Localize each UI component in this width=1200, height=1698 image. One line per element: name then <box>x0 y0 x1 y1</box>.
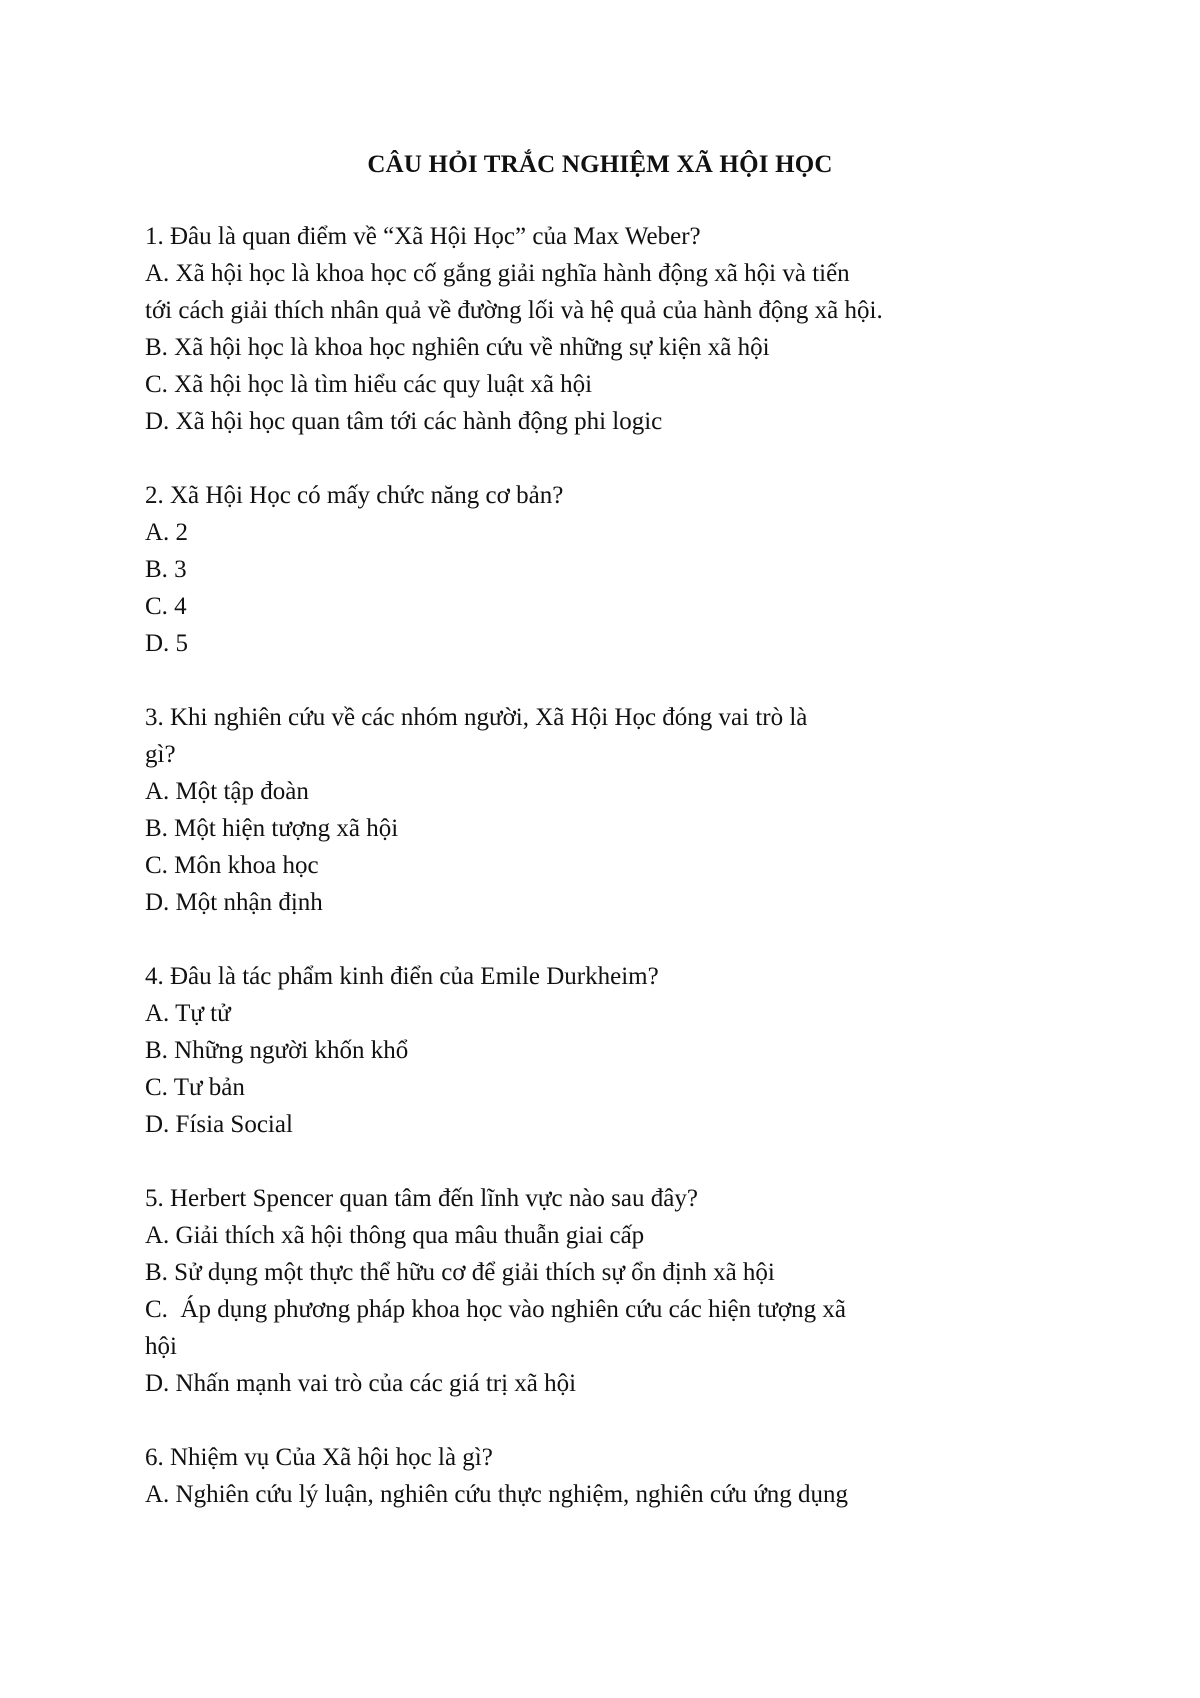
answer-option-c: C. 4 <box>145 593 187 620</box>
question-text: 5. Herbert Spencer quan tâm đến lĩnh vực nào sau đây? <box>145 1185 698 1212</box>
question-2 <box>145 477 1045 662</box>
answer-option-d: D. Nhấn mạnh vai trò của các giá trị xã hội <box>145 1370 577 1397</box>
answer-option-c-continued: hội <box>145 1333 177 1360</box>
answer-option-d: D. Xã hội học quan tâm tới các hành động phi logic <box>145 408 663 435</box>
answer-option-b: B. Sử dụng một thực thể hữu cơ để giải thích sự ổn định xã hội <box>145 1259 775 1286</box>
question-3 <box>145 699 1045 921</box>
answer-option-a: A. Một tập đoàn <box>145 778 309 805</box>
question-list <box>145 218 1045 1550</box>
answer-option-b: B. Những người khốn khổ <box>145 1037 409 1064</box>
answer-option-a: A. 2 <box>145 519 189 546</box>
answer-option-a: A. Giải thích xã hội thông qua mâu thuẫn giai cấp <box>145 1222 645 1249</box>
question-text: 3. Khi nghiên cứu về các nhóm người, Xã Hội Học đóng vai trò là <box>145 704 808 731</box>
answer-option-b: B. Xã hội học là khoa học nghiên cứu về những sự kiện xã hội <box>145 334 770 361</box>
answer-option-a: A. Xã hội học là khoa học cố gắng giải nghĩa hành động xã hội và tiến <box>145 260 850 287</box>
answer-option-b: B. 3 <box>145 556 187 583</box>
question-6 <box>145 1439 1045 1513</box>
answer-option-a-continued: tới cách giải thích nhân quả về đường lối và hệ quả của hành động xã hội. <box>145 297 883 324</box>
question-text: 2. Xã Hội Học có mấy chức năng cơ bản? <box>145 482 564 509</box>
answer-option-c: C. Tư bản <box>145 1074 245 1101</box>
answer-option-d: D. 5 <box>145 630 189 657</box>
question-text-continued: gì? <box>145 741 176 768</box>
answer-option-d: D. Físia Social <box>145 1111 293 1138</box>
page-title: CÂU HỎI TRẮC NGHIỆM XÃ HỘI HỌC <box>367 151 833 178</box>
answer-option-a: A. Tự tử <box>145 1000 231 1027</box>
question-text: 6. Nhiệm vụ Của Xã hội học là gì? <box>145 1444 493 1471</box>
question-5 <box>145 1180 1045 1402</box>
answer-option-c: C. Áp dụng phương pháp khoa học vào nghiên cứu các hiện tượng xã <box>145 1296 846 1323</box>
answer-option-d: D. Một nhận định <box>145 889 323 916</box>
question-4 <box>145 958 1045 1143</box>
answer-option-c: C. Xã hội học là tìm hiểu các quy luật xã hội <box>145 371 593 398</box>
question-text: 1. Đâu là quan điểm về “Xã Hội Học” của Max Weber? <box>145 223 701 250</box>
answer-option-a: A. Nghiên cứu lý luận, nghiên cứu thực nghiệm, nghiên cứu ứng dụng <box>145 1481 849 1508</box>
question-1 <box>145 218 1045 440</box>
answer-option-c: C. Môn khoa học <box>145 852 319 879</box>
question-text: 4. Đâu là tác phẩm kinh điển của Emile Durkheim? <box>145 963 659 990</box>
answer-option-b: B. Một hiện tượng xã hội <box>145 815 399 842</box>
